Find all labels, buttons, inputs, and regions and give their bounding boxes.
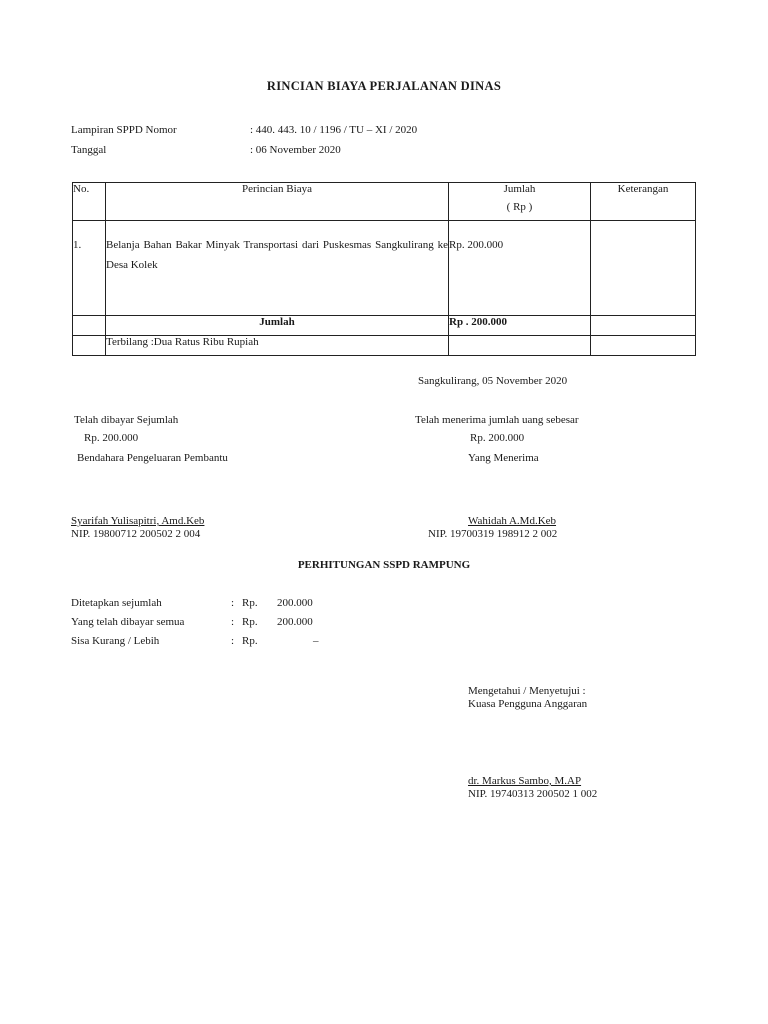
approval-line2: Kuasa Pengguna Anggaran bbox=[468, 698, 588, 710]
total-keterangan-cell bbox=[591, 316, 696, 336]
total-row bbox=[73, 316, 696, 336]
terbilang-keterangan-cell bbox=[591, 336, 696, 356]
header-perincian: Perincian Biaya bbox=[106, 183, 449, 221]
header-no: No. bbox=[73, 183, 106, 221]
lampiran-label: Lampiran SPPD Nomor bbox=[71, 124, 177, 136]
left-sign-role: Bendahara Pengeluaran Pembantu bbox=[77, 452, 228, 464]
approval-name: dr. Markus Sambo, M.AP bbox=[468, 775, 582, 787]
perhitungan-sep-3: : bbox=[231, 635, 235, 647]
document-title: RINCIAN BIAYA PERJALANAN DINAS bbox=[266, 79, 502, 93]
left-sign-nip: NIP. 19800712 200502 2 004 bbox=[71, 528, 201, 540]
lampiran-value: : 440. 443. 10 / 1196 / TU – XI / 2020 bbox=[250, 124, 418, 136]
perhitungan-title: PERHITUNGAN SSPD RAMPUNG bbox=[297, 559, 471, 571]
approval-nip: NIP. 19740313 200502 1 002 bbox=[468, 788, 598, 800]
table-row bbox=[73, 221, 696, 316]
tanggal-label: Tanggal bbox=[71, 144, 107, 156]
total-label: Jumlah bbox=[106, 316, 449, 336]
row-perincian: Belanja Bahan Bakar Minyak Transportasi dari Puskesmas Sangkulirang ke Desa Kolek bbox=[106, 221, 449, 316]
right-sign-role: Yang Menerima bbox=[468, 452, 539, 464]
right-sign-nip: NIP. 19700319 198912 2 002 bbox=[428, 528, 558, 540]
row-jumlah: Rp. 200.000 bbox=[449, 221, 591, 316]
terbilang-row bbox=[73, 336, 696, 356]
perhitungan-label-1: Ditetapkan sejumlah bbox=[71, 597, 162, 609]
perhitungan-amount-3: – bbox=[313, 635, 319, 647]
right-sign-amount: Rp. 200.000 bbox=[470, 432, 525, 444]
header-keterangan: Keterangan bbox=[591, 183, 696, 221]
approval-line1: Mengetahui / Menyetujui : bbox=[468, 685, 586, 697]
terbilang-jumlah-cell bbox=[449, 336, 591, 356]
terbilang-no-cell bbox=[73, 336, 106, 356]
rincian-table bbox=[72, 182, 696, 356]
right-sign-line1: Telah menerima jumlah uang sebesar bbox=[415, 414, 579, 426]
perhitungan-sep-2: : bbox=[231, 616, 235, 628]
perhitungan-cur-2: Rp. bbox=[242, 616, 258, 628]
perhitungan-cur-3: Rp. bbox=[242, 635, 258, 647]
perhitungan-sep-1: : bbox=[231, 597, 235, 609]
total-value: Rp . 200.000 bbox=[449, 316, 591, 336]
total-no-cell bbox=[73, 316, 106, 336]
perhitungan-amount-2: 200.000 bbox=[277, 616, 313, 628]
perhitungan-amount-1: 200.000 bbox=[277, 597, 313, 609]
left-sign-name: Syarifah Yulisapitri, Amd.Keb bbox=[71, 515, 205, 527]
left-sign-line1: Telah dibayar Sejumlah bbox=[74, 414, 179, 426]
terbilang-text: Terbilang :Dua Ratus Ribu Rupiah bbox=[106, 336, 449, 356]
row-no: 1. bbox=[73, 221, 106, 316]
place-date: Sangkulirang, 05 November 2020 bbox=[418, 375, 568, 387]
table-header-row bbox=[73, 183, 696, 221]
header-jumlah: Jumlah ( Rp ) bbox=[449, 183, 591, 221]
tanggal-value: : 06 November 2020 bbox=[250, 144, 341, 156]
perhitungan-label-3: Sisa Kurang / Lebih bbox=[71, 635, 160, 647]
left-sign-amount: Rp. 200.000 bbox=[84, 432, 139, 444]
right-sign-name: Wahidah A.Md.Keb bbox=[468, 515, 557, 527]
perhitungan-label-2: Yang telah dibayar semua bbox=[71, 616, 185, 628]
perhitungan-cur-1: Rp. bbox=[242, 597, 258, 609]
row-keterangan bbox=[591, 221, 696, 316]
